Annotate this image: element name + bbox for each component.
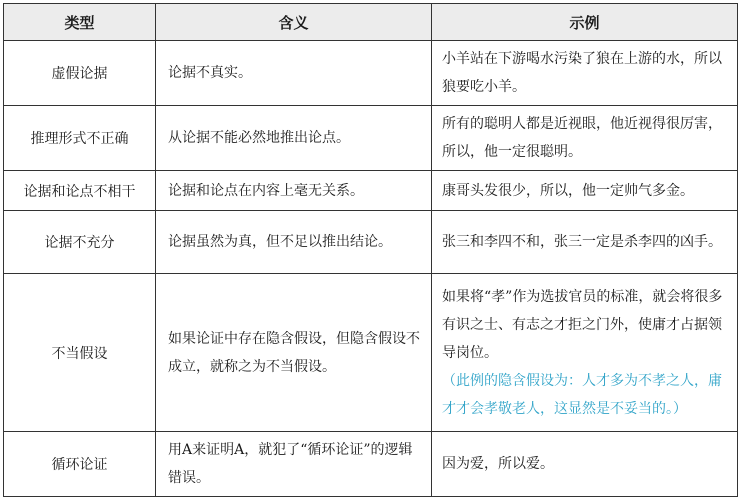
example-note: （此例的隐含假设为：人才多为不孝之人，庸才才会孝敬老人，这显然是不妥当的。） [442, 372, 722, 417]
type-cell: 不当假设 [4, 274, 156, 432]
header-meaning: 含义 [156, 4, 432, 41]
example-cell: 小羊站在下游喝水污染了狼在上游的水，所以狼要吃小羊。 [432, 41, 738, 106]
meaning-cell: 论据和论点在内容上毫无关系。 [156, 171, 432, 211]
type-cell: 循环论证 [4, 432, 156, 497]
table-row [4, 274, 738, 432]
example-cell: 因为爱，所以爱。 [432, 432, 738, 497]
meaning-cell: 论据虽然为真，但不足以推出结论。 [156, 211, 432, 274]
example-cell: 康哥头发很少，所以，他一定帅气多金。 [432, 171, 738, 211]
type-cell: 推理形式不正确 [4, 106, 156, 171]
header-example: 示例 [432, 4, 738, 41]
meaning-cell: 用A来证明A，就犯了“循环论证”的逻辑错误。 [156, 432, 432, 497]
example-cell [432, 274, 738, 432]
table-row [4, 211, 738, 274]
header-type: 类型 [4, 4, 156, 41]
table-row [4, 432, 738, 497]
header-row [4, 4, 738, 41]
table-row [4, 106, 738, 171]
meaning-cell: 如果论证中存在隐含假设，但隐含假设不成立，就称之为不当假设。 [156, 274, 432, 432]
meaning-cell: 论据不真实。 [156, 41, 432, 106]
type-cell: 虚假论据 [4, 41, 156, 106]
example-text: 如果将“孝”作为选拔官员的标准，就会将很多有识之士、有志之才拒之门外，使庸才占据领导岗位。 [442, 288, 723, 361]
table-row [4, 171, 738, 211]
fallacy-table [3, 3, 738, 497]
type-cell: 论据不充分 [4, 211, 156, 274]
table-row [4, 41, 738, 106]
example-cell: 张三和李四不和，张三一定是杀李四的凶手。 [432, 211, 738, 274]
example-cell: 所有的聪明人都是近视眼，他近视得很厉害，所以，他一定很聪明。 [432, 106, 738, 171]
type-cell: 论据和论点不相干 [4, 171, 156, 211]
meaning-cell: 从论据不能必然地推出论点。 [156, 106, 432, 171]
